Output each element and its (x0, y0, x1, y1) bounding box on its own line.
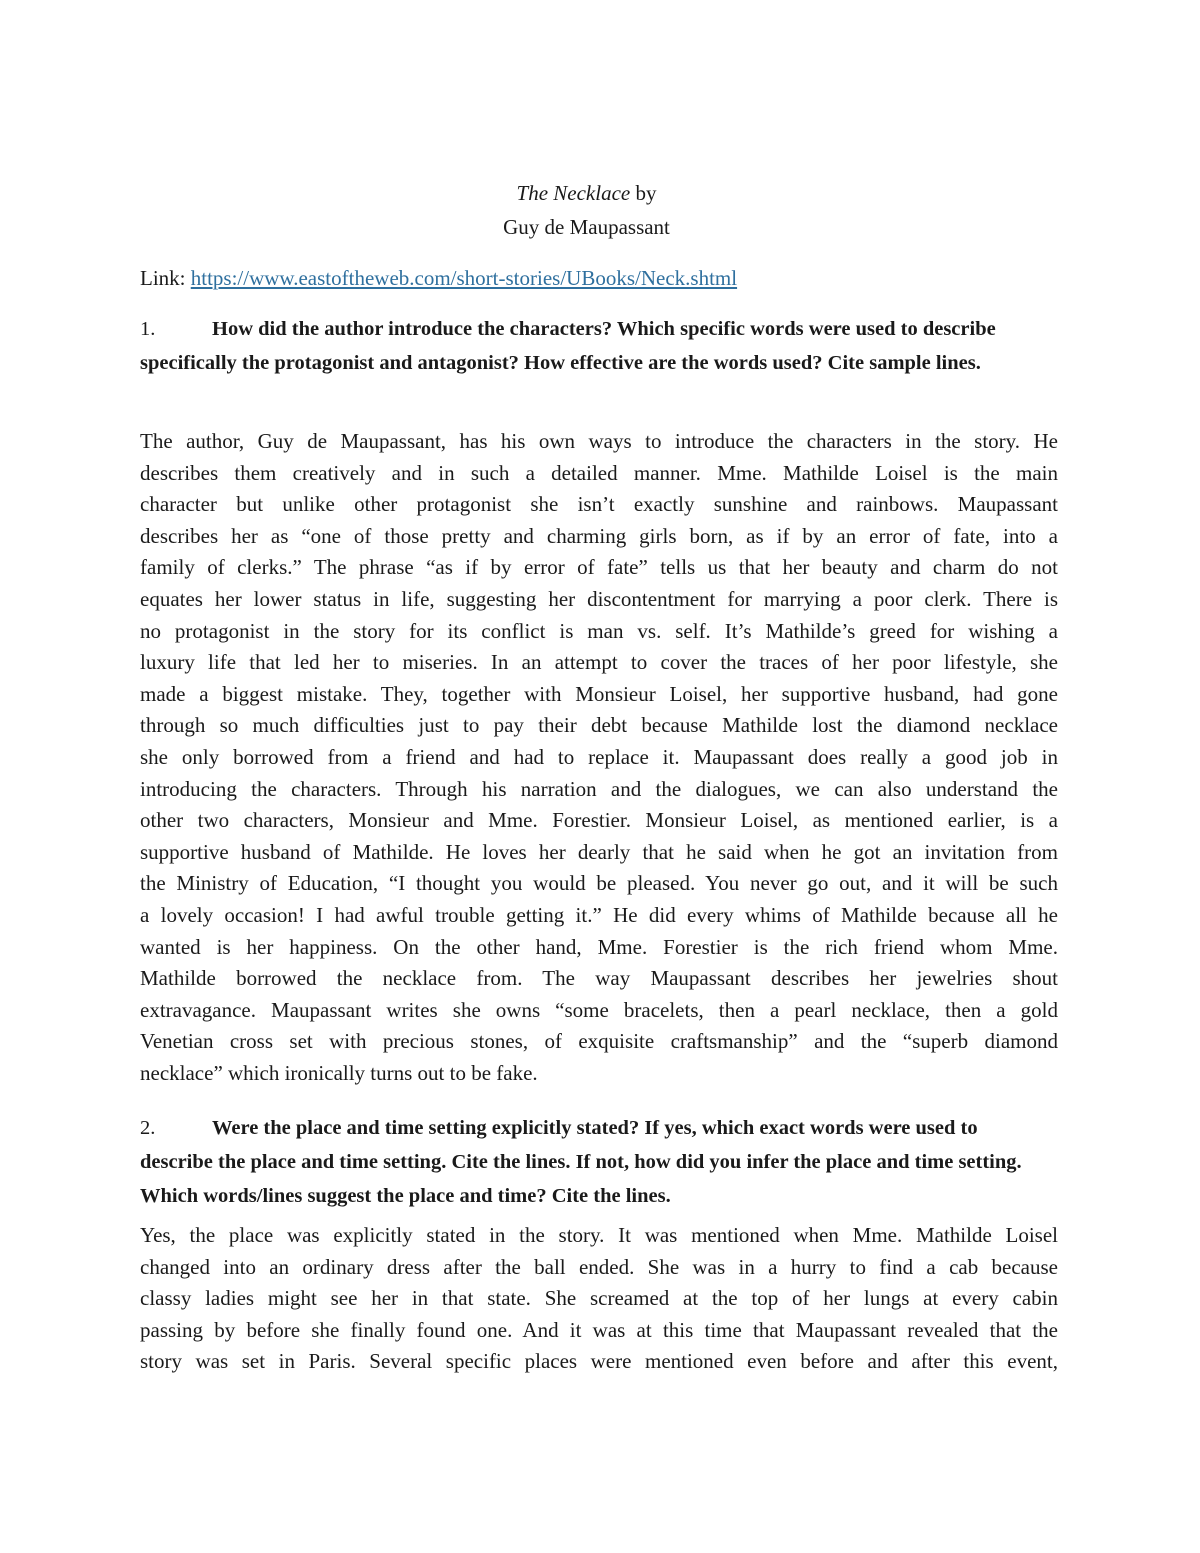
answer-line: supportive husband of Mathilde. He loves her dearly that he said when he got an invitation from (140, 839, 1058, 864)
answer-1 (140, 426, 1058, 1089)
answer-line: Venetian cross set with precious stones, of exquisite craftsmanship” and the “superb diamond (140, 1029, 1058, 1054)
question-number: 2. (140, 1117, 156, 1139)
answer-line: no protagonist in the story for its conflict is man vs. self. It’s Mathilde’s greed for wishing a (140, 618, 1058, 643)
title-by: by (630, 181, 657, 205)
answer-line: The author, Guy de Maupassant, has his own ways to introduce the characters in the story. He (140, 429, 1058, 453)
question-number: 1. (140, 318, 156, 340)
answer-line: wanted is her happiness. On the other hand, Mme. Forestier is the rich friend whom Mme. (140, 934, 1058, 959)
question-2 (140, 1111, 1040, 1213)
story-link[interactable]: https://www.eastoftheweb.com/short-stories/UBooks/Neck.shtml (190, 266, 738, 290)
link-line (140, 263, 737, 293)
title-block (0, 176, 1173, 244)
answer-line: introducing the characters. Through his narration and the dialogues, we can also understand the (140, 776, 1058, 801)
answer-line: other two characters, Monsieur and Mme. Forestier. Monsieur Loisel, as mentioned earlier, is a (140, 808, 1058, 833)
answer-line: story was set in Paris. Several specific places were mentioned even before and after this event, (140, 1349, 1058, 1374)
answer-line: through so much difficulties just to pay their debt because Mathilde lost the diamond necklace (140, 713, 1058, 738)
answer-line: Mathilde borrowed the necklace from. The way Maupassant describes her jewelries shout (140, 966, 1058, 991)
answer-line: describes them creatively and in such a detailed manner. Mme. Mathilde Loisel is the main (140, 460, 1058, 485)
answer-line: made a biggest mistake. They, together with Monsieur Loisel, her supportive husband, had gone (140, 681, 1058, 706)
question-text: How did the author introduce the characters? Which specific words were used to describe specifically the protagonist and antagonist? How effective are the words used? Cite sample lines. (140, 318, 996, 374)
answer-line: extravagance. Maupassant writes she owns “some bracelets, then a pearl necklace, then a gold (140, 997, 1058, 1022)
answer-line: classy ladies might see her in that state. She screamed at the top of her lungs at every cabin (140, 1286, 1058, 1311)
answer-line: changed into an ordinary dress after the ball ended. She was in a hurry to find a cab because (140, 1254, 1058, 1279)
question-text: Were the place and time setting explicitly stated? If yes, which exact words were used to describe the place and time setting. Cite the lines. If not, how did you infer the place and time setting. Which words/lines suggest the place and time? Cite the lines. (140, 1117, 1022, 1207)
author-name: Guy de Maupassant (503, 215, 670, 239)
answer-line: passing by before she finally found one. And it was at this time that Maupassant revealed that the (140, 1317, 1058, 1342)
answer-line: necklace” which ironically turns out to be fake. (140, 1060, 538, 1085)
answer-line: the Ministry of Education, “I thought you would be pleased. You never go out, and it will be such (140, 871, 1058, 896)
answer-line: describes her as “one of those pretty and charming girls born, as if by an error of fate, into a (140, 523, 1058, 548)
answer-line: luxury life that led her to miseries. In an attempt to cover the traces of her poor lifestyle, she (140, 650, 1058, 675)
answer-line: she only borrowed from a friend and had to replace it. Maupassant does really a good job in (140, 744, 1058, 769)
story-title-line (0, 176, 1173, 210)
answer-line: family of clerks.” The phrase “as if by error of fate” tells us that her beauty and charm do not (140, 555, 1058, 580)
answer-line: a lovely occasion! I had awful trouble getting it.” He did every whims of Mathilde because all he (140, 902, 1058, 927)
question-1 (140, 312, 1040, 380)
link-label: Link: (140, 266, 191, 290)
answer-line: Yes, the place was explicitly stated in the story. It was mentioned when Mme. Mathilde Loisel (140, 1223, 1058, 1247)
story-title: The Necklace (516, 181, 631, 205)
answer-line: equates her lower status in life, suggesting her discontentment for marrying a poor clerk. There is (140, 586, 1058, 611)
answer-2 (140, 1220, 1058, 1378)
answer-line: character but unlike other protagonist she isn’t exactly sunshine and rainbows. Maupassant (140, 492, 1058, 517)
